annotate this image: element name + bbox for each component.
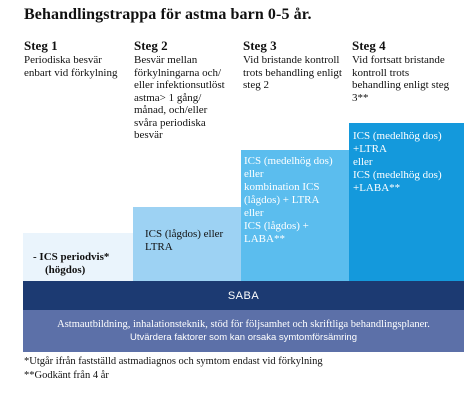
step-2-description: Besvär mellan förkylningarna och/ eller infektionsutlöst astma> 1 gång/ månad, och/eller svåra periodiska besvär [134, 54, 225, 141]
step-2-treatment: ICS (lågdos) eller LTRA [145, 228, 224, 253]
step-1-treatment: - ICS periodvis* (högdos) [33, 251, 110, 276]
step-3-header [243, 38, 349, 92]
step-4-treatment: ICS (medelhög dos) +LTRA eller ICS (medelhög dos) +LABA** [353, 130, 442, 194]
base-line-2: Utvärdera faktorer som kan orsaka symtomförsämring [129, 332, 358, 343]
saba-bar [23, 281, 464, 310]
step-3-treatment: ICS (medelhög dos) eller kombination ICS (lågdos) + LTRA eller ICS (lågdos) + LABA** [244, 155, 333, 245]
step-1-treatment-box [23, 233, 133, 281]
step-2-header [134, 38, 240, 142]
step-1-heading: Steg 1 [24, 38, 58, 53]
step-2-treatment-box [133, 207, 241, 281]
step-1-description: Periodiska besvär enbart vid förkylning [24, 54, 118, 79]
footnote-2: **Godkänt från 4 år [24, 370, 109, 381]
step-4-heading: Steg 4 [352, 38, 386, 53]
base-line-1: Astmautbildning, inhalationsteknik, stöd för följsamhet och skriftliga behandlingsplaner. [57, 319, 430, 330]
step-4-description: Vid fortsatt bristande kontroll trots behandling enligt steg 3** [352, 54, 450, 104]
step-3-heading: Steg 3 [243, 38, 277, 53]
step-1-header [24, 38, 132, 79]
base-bar [23, 310, 464, 352]
step-3-treatment-box [241, 150, 349, 281]
step-3-description: Vid bristande kontroll trots behandling enligt steg 2 [243, 54, 342, 91]
step-2-heading: Steg 2 [134, 38, 168, 53]
diagram-title: Behandlingstrappa för astma barn 0-5 år. [24, 6, 312, 23]
footnote-1: *Utgår ifrån fastställd astmadiagnos och symtom endast vid förkylning [24, 356, 323, 367]
step-4-header [352, 38, 464, 104]
saba-label: SABA [227, 289, 260, 302]
step-4-treatment-box [349, 123, 464, 281]
